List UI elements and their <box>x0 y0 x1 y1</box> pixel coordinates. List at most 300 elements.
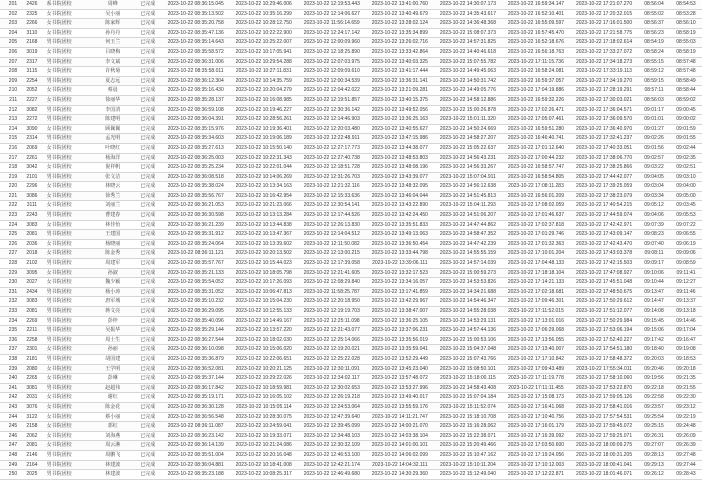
table-cell[interactable]: 2296 <box>19 182 45 192</box>
table-cell[interactable]: 09:18:53 <box>670 354 702 364</box>
table-cell[interactable]: 2023-10-22 08:36:08.518 <box>162 172 230 182</box>
table-cell[interactable]: 男书院团校 <box>45 383 92 393</box>
table-cell[interactable]: 08:59:12 <box>638 67 670 77</box>
table-cell[interactable]: 2023-10-22 10:15:44.023 <box>230 259 298 269</box>
table-cell[interactable]: 已完成 <box>134 316 162 326</box>
table-row[interactable] <box>0 230 702 240</box>
table-cell[interactable]: 245 <box>0 422 19 432</box>
table-cell[interactable]: 2023-10-22 17:33:19.113 <box>570 67 638 77</box>
table-cell[interactable]: 2023-10-22 17:59:05.126 <box>570 393 638 403</box>
table-cell[interactable]: 周云淋 <box>91 441 134 451</box>
table-cell[interactable]: 周鹏飞 <box>91 450 134 460</box>
table-cell[interactable]: 已完成 <box>134 393 162 403</box>
table-cell[interactable]: 2023-10-22 10:20:16.048 <box>230 450 298 460</box>
table-cell[interactable]: 09:17:04 <box>670 326 702 336</box>
table-cell[interactable]: 236 <box>0 335 19 345</box>
table-cell[interactable]: 222 <box>0 201 19 211</box>
table-cell[interactable]: 2023-10-22 08:36:31.006 <box>162 57 230 67</box>
table-cell[interactable]: 08:56:10 <box>670 19 702 29</box>
table-cell[interactable]: 2227 <box>19 95 45 105</box>
table-cell[interactable]: 211 <box>0 95 19 105</box>
table-cell[interactable]: 2023-10-22 17:18:02.614 <box>570 38 638 48</box>
table-cell[interactable]: 2254 <box>19 76 45 86</box>
table-cell[interactable]: 已完成 <box>134 115 162 125</box>
table-cell[interactable]: 2023-10-22 16:52:10.401 <box>502 9 570 19</box>
table-cell[interactable]: 蔡晨 <box>91 86 134 96</box>
table-cell[interactable]: 2023-10-22 17:05:07.461 <box>502 115 570 125</box>
table-cell[interactable]: 王建国 <box>91 230 134 240</box>
table-cell[interactable]: 2023-10-22 08:35:36.879 <box>162 354 230 364</box>
table-cell[interactable]: 08:58:44 <box>670 86 702 96</box>
table-cell[interactable]: 2023-10-22 17:16:41.068 <box>502 402 570 412</box>
table-cell[interactable]: 2023-10-22 13:40:49.679 <box>366 9 434 19</box>
table-cell[interactable]: 已完成 <box>134 201 162 211</box>
table-cell[interactable]: 2023-10-22 12:39:45.099 <box>298 422 366 432</box>
table-cell[interactable]: 2023-10-22 10:35:16.299 <box>230 9 298 19</box>
table-cell[interactable]: 2023-10-22 12:14:06.627 <box>298 9 366 19</box>
table-row[interactable] <box>0 259 702 269</box>
table-cell[interactable]: 09:20:18 <box>670 364 702 374</box>
table-cell[interactable]: 2023-10-22 10:27:11.831 <box>230 67 298 77</box>
table-cell[interactable]: 221 <box>0 191 19 201</box>
table-cell[interactable]: 09:02:35 <box>670 153 702 163</box>
table-cell[interactable]: 2023-10-22 17:08:11.283 <box>502 182 570 192</box>
table-cell[interactable]: 2023-10-22 13:42:29.967 <box>366 297 434 307</box>
table-cell[interactable]: 08:55:03 <box>670 38 702 48</box>
table-cell[interactable]: 231 <box>0 287 19 297</box>
table-cell[interactable]: 2023-10-22 17:15:08.173 <box>502 393 570 403</box>
table-cell[interactable]: 2023-10-22 10:14:06.269 <box>230 172 298 182</box>
table-cell[interactable]: 已完成 <box>134 105 162 115</box>
table-cell[interactable]: 2023-10-22 08:35:37.144 <box>162 374 230 384</box>
table-cell[interactable]: 2023-10-22 12:21:43.077 <box>298 326 366 336</box>
table-cell[interactable]: 2023-10-22 12:09:09.610 <box>298 67 366 77</box>
table-cell[interactable]: 2023-10-22 17:02:37.818 <box>502 220 570 230</box>
table-cell[interactable]: 女书院团校 <box>45 191 92 201</box>
table-cell[interactable]: 3095 <box>19 268 45 278</box>
table-cell[interactable]: 2269 <box>19 316 45 326</box>
table-cell[interactable]: 2434 <box>19 287 45 297</box>
table-cell[interactable]: 2023-10-22 12:19:51.857 <box>298 95 366 105</box>
table-cell[interactable]: 徐秀兰 <box>91 191 134 201</box>
table-cell[interactable]: 2023-10-22 10:13:44.838 <box>230 220 298 230</box>
table-row[interactable] <box>0 460 702 470</box>
table-cell[interactable]: 杨小涛 <box>91 287 134 297</box>
table-row[interactable] <box>0 153 702 163</box>
table-cell[interactable]: 2023-10-22 10:29:22.026 <box>230 374 298 384</box>
table-cell[interactable]: 2317 <box>19 57 45 67</box>
table-cell[interactable]: 201 <box>0 0 19 9</box>
table-cell[interactable]: 2023-10-22 17:13:01.016 <box>502 316 570 326</box>
table-cell[interactable]: 217 <box>0 153 19 163</box>
table-cell[interactable]: 2023-10-22 17:47:08.927 <box>570 268 638 278</box>
table-cell[interactable]: 已完成 <box>134 57 162 67</box>
table-cell[interactable]: 2023-10-22 13:49:52.056 <box>366 105 434 115</box>
table-cell[interactable]: 2023-10-22 12:22:48.911 <box>298 134 366 144</box>
table-cell[interactable]: 207 <box>0 57 19 67</box>
table-cell[interactable]: 2023-10-22 14:53:53.826 <box>434 278 502 288</box>
table-cell[interactable]: 顾佩佩 <box>91 124 134 134</box>
table-cell[interactable]: 2023-10-22 17:43:09.147 <box>570 230 638 240</box>
table-row[interactable] <box>0 364 702 374</box>
table-cell[interactable]: 林佳怡 <box>91 220 134 230</box>
table-row[interactable] <box>0 345 702 355</box>
table-cell[interactable]: 2023-10-22 13:39:06.111 <box>366 259 434 269</box>
table-row[interactable] <box>0 249 702 259</box>
table-cell[interactable]: 2023-10-22 12:20:18.950 <box>298 297 366 307</box>
table-cell[interactable]: 2023-10-22 17:13:40.007 <box>502 345 570 355</box>
table-cell[interactable]: 已完成 <box>134 345 162 355</box>
table-cell[interactable]: 2023-10-22 17:28:19.291 <box>570 86 638 96</box>
table-cell[interactable]: 2023-10-22 08:36:21.053 <box>162 201 230 211</box>
table-cell[interactable]: 2023-10-22 12:34:48.103 <box>298 431 366 441</box>
table-cell[interactable]: 2023-10-22 17:52:40.227 <box>570 335 638 345</box>
table-cell[interactable]: 夏志远 <box>91 76 134 86</box>
table-cell[interactable]: 2023-10-22 18:00:41.041 <box>570 460 638 470</box>
table-cell[interactable]: 已完成 <box>134 460 162 470</box>
table-cell[interactable]: 已完成 <box>134 76 162 86</box>
table-cell[interactable]: 2023-10-22 12:21:41.605 <box>298 268 366 278</box>
table-cell[interactable]: 女书院团校 <box>45 249 92 259</box>
table-cell[interactable]: 吴小丽 <box>91 9 134 19</box>
table-cell[interactable]: 2023-10-22 10:13:57.220 <box>230 326 298 336</box>
table-cell[interactable]: 219 <box>0 172 19 182</box>
table-cell[interactable]: 已完成 <box>134 95 162 105</box>
table-cell[interactable]: 2023-10-22 12:24:17.142 <box>298 28 366 38</box>
table-cell[interactable]: 09:02:51 <box>670 163 702 173</box>
table-cell[interactable]: 3115 <box>19 67 45 77</box>
table-cell[interactable]: 2023-10-22 10:21:24.086 <box>230 441 298 451</box>
table-cell[interactable]: 2023-10-22 17:38:23.079 <box>570 191 638 201</box>
table-cell[interactable]: 2023-10-22 08:35:54.052 <box>162 278 230 288</box>
table-cell[interactable]: 2023-10-22 12:30:02.653 <box>298 383 366 393</box>
table-cell[interactable]: 227 <box>0 249 19 259</box>
table-cell[interactable]: 已完成 <box>134 0 162 9</box>
table-row[interactable] <box>0 211 702 221</box>
table-cell[interactable]: 09:01:55 <box>670 134 702 144</box>
table-cell[interactable]: 2023-10-22 13:55:59.176 <box>366 402 434 412</box>
table-row[interactable] <box>0 172 702 182</box>
table-cell[interactable]: 2146 <box>19 450 45 460</box>
table-cell[interactable]: 248 <box>0 450 19 460</box>
table-cell[interactable]: 08:57:11 <box>638 86 670 96</box>
table-cell[interactable]: 2023-10-22 13:35:51.833 <box>366 220 434 230</box>
table-cell[interactable]: 已完成 <box>134 163 162 173</box>
table-cell[interactable]: 刘丽兰 <box>91 201 134 211</box>
table-cell[interactable]: 张文洁 <box>91 172 134 182</box>
table-cell[interactable]: 09:23:57 <box>638 402 670 412</box>
table-cell[interactable]: 2023-10-22 08:36:12.304 <box>162 76 230 86</box>
table-cell[interactable]: 2023-10-22 08:35:47.136 <box>162 28 230 38</box>
table-cell[interactable]: 2023-10-22 13:40:03.325 <box>366 57 434 67</box>
table-cell[interactable]: 2023-10-22 10:16:42.954 <box>230 191 298 201</box>
table-cell[interactable]: 2023-10-22 17:50:29.612 <box>570 297 638 307</box>
table-cell[interactable]: 2023-10-22 16:52:18.676 <box>502 38 570 48</box>
table-cell[interactable]: 2023-10-22 13:42:24.450 <box>366 211 434 221</box>
table-cell[interactable]: 2023-10-22 17:21:07.270 <box>570 0 638 9</box>
table-cell[interactable]: 2023-10-22 17:40:33.051 <box>570 143 638 153</box>
table-cell[interactable]: 2023-10-22 10:08:25.317 <box>230 470 298 480</box>
table-cell[interactable]: 09:23:12 <box>670 402 702 412</box>
table-cell[interactable]: 2023-10-22 08:36:30.598 <box>162 211 230 221</box>
table-cell[interactable]: 吕晓梅 <box>91 47 134 57</box>
table-cell[interactable]: 09:13:37 <box>670 297 702 307</box>
table-cell[interactable]: 已完成 <box>134 86 162 96</box>
table-cell[interactable]: 2081 <box>19 230 45 240</box>
table-cell[interactable]: 2023-10-22 12:27:17.773 <box>298 143 366 153</box>
table-cell[interactable]: 2023-10-22 17:40:54.215 <box>570 201 638 211</box>
table-cell[interactable]: 2023-10-22 17:01:32.363 <box>502 239 570 249</box>
table-cell[interactable]: 已完成 <box>134 230 162 240</box>
table-cell[interactable]: 已完成 <box>134 335 162 345</box>
table-cell[interactable]: 男书院团校 <box>45 354 92 364</box>
table-cell[interactable]: 2023-10-22 15:00:53.106 <box>434 335 502 345</box>
table-cell[interactable]: 247 <box>0 441 19 451</box>
table-cell[interactable]: 2023-10-22 08:36:11.087 <box>162 422 230 432</box>
table-cell[interactable]: 2023-10-22 10:18:59.981 <box>230 383 298 393</box>
table-cell[interactable]: 2023-10-22 12:26:13.830 <box>298 220 366 230</box>
table-cell[interactable]: 2023-10-22 13:41:00.760 <box>366 0 434 9</box>
table-row[interactable] <box>0 412 702 422</box>
table-cell[interactable]: 王学明 <box>91 364 134 374</box>
table-cell[interactable]: 09:26:39 <box>670 441 702 451</box>
table-cell[interactable]: 已完成 <box>134 287 162 297</box>
table-cell[interactable]: 男书院团校 <box>45 335 92 345</box>
table-cell[interactable]: 2023-10-22 08:36:17.842 <box>162 383 230 393</box>
table-cell[interactable]: 2426 <box>19 0 45 9</box>
table-cell[interactable]: 已完成 <box>134 354 162 364</box>
table-row[interactable] <box>0 383 702 393</box>
table-cell[interactable]: 2023-10-22 15:00:26.878 <box>434 105 502 115</box>
table-cell[interactable]: 2211 <box>19 326 45 336</box>
table-cell[interactable]: 08:56:03 <box>638 95 670 105</box>
table-cell[interactable]: 女书院团校 <box>45 182 92 192</box>
table-cell[interactable]: 2023-10-22 17:48:50.675 <box>570 287 638 297</box>
table-cell[interactable]: 2023-10-22 12:21:32.116 <box>298 182 366 192</box>
table-cell[interactable]: 2023-10-22 17:11:19.778 <box>502 374 570 384</box>
table-cell[interactable]: 2023-10-22 17:50:29.984 <box>570 316 638 326</box>
table-cell[interactable]: 男书院团校 <box>45 230 92 240</box>
table-cell[interactable]: 2023-10-22 14:58:12.886 <box>434 95 502 105</box>
table-cell[interactable]: 3122 <box>19 412 45 422</box>
table-cell[interactable]: 男书院团校 <box>45 211 92 221</box>
table-cell[interactable]: 2023-10-22 10:22:06.651 <box>230 354 298 364</box>
table-cell[interactable]: 09:01:56 <box>638 143 670 153</box>
table-cell[interactable]: 2023-10-22 16:57:45.470 <box>502 28 570 38</box>
table-cell[interactable]: 09:01:59 <box>670 124 702 134</box>
table-cell[interactable]: 何玉兰 <box>91 38 134 48</box>
table-cell[interactable]: 2023-10-22 17:08:02.059 <box>502 201 570 211</box>
table-cell[interactable]: 已完成 <box>134 412 162 422</box>
table-cell[interactable]: 已完成 <box>134 259 162 269</box>
table-cell[interactable]: 2023-10-22 08:35:16.430 <box>162 86 230 96</box>
table-cell[interactable]: 杨海洋 <box>91 153 134 163</box>
table-cell[interactable]: 2081 <box>19 307 45 317</box>
table-cell[interactable]: 240 <box>0 374 19 384</box>
table-cell[interactable]: 2023-10-22 08:35:31.052 <box>162 287 230 297</box>
table-cell[interactable]: 2023-10-22 13:53:27.996 <box>366 383 434 393</box>
table-cell[interactable]: 2023-10-22 18:00:09.275 <box>570 441 638 451</box>
table-cell[interactable]: 2168 <box>19 38 45 48</box>
table-cell[interactable]: 2023-10-22 17:14:21.133 <box>502 278 570 288</box>
table-cell[interactable]: 2023-10-22 14:51:06.207 <box>434 211 502 221</box>
table-row[interactable] <box>0 19 702 29</box>
table-cell[interactable]: 2023-10-22 08:35:58.011 <box>162 67 230 77</box>
table-row[interactable] <box>0 143 702 153</box>
table-cell[interactable]: 2023-10-22 15:10:47.162 <box>434 450 502 460</box>
table-cell[interactable]: 2023-10-22 10:29:46.006 <box>230 0 298 9</box>
table-cell[interactable]: 09:10:06 <box>638 268 670 278</box>
table-cell[interactable]: 2023-10-22 12:27:40.738 <box>298 153 366 163</box>
table-cell[interactable]: 09:18:40 <box>638 345 670 355</box>
table-cell[interactable]: 213 <box>0 115 19 125</box>
table-cell[interactable]: 2023-10-22 14:58:43.408 <box>434 383 502 393</box>
table-cell[interactable]: 09:14:08 <box>638 307 670 317</box>
table-row[interactable] <box>0 374 702 384</box>
table-cell[interactable]: 蔡小丽 <box>91 412 134 422</box>
table-cell[interactable]: 2023-10-22 12:42:21.174 <box>298 460 366 470</box>
table-cell[interactable]: 208 <box>0 67 19 77</box>
table-cell[interactable]: 2023-10-22 17:58:41.016 <box>570 402 638 412</box>
table-cell[interactable]: 2023-10-22 13:48:32.095 <box>366 182 434 192</box>
table-cell[interactable]: 09:15:45 <box>638 316 670 326</box>
table-cell[interactable]: 3042 <box>19 163 45 173</box>
table-row[interactable] <box>0 441 702 451</box>
table-cell[interactable]: 2023-10-22 10:18:05.798 <box>230 268 298 278</box>
table-cell[interactable]: 2023-10-22 08:36:56.548 <box>162 412 230 422</box>
table-cell[interactable]: 2023-10-22 12:46:53.100 <box>298 450 366 460</box>
table-cell[interactable]: 李国清 <box>91 105 134 115</box>
table-cell[interactable]: 2023-10-22 08:35:34.603 <box>162 134 230 144</box>
table-cell[interactable]: 2023-10-22 15:04:37.048 <box>434 345 502 355</box>
table-cell[interactable]: 09:22:30 <box>670 393 702 403</box>
table-cell[interactable]: 2023-10-22 12:25:22.028 <box>298 354 366 364</box>
table-cell[interactable]: 09:26:31 <box>638 431 670 441</box>
table-cell[interactable]: 2023-10-22 17:42:15.503 <box>570 259 638 269</box>
table-cell[interactable]: 曹建春 <box>91 211 134 221</box>
table-cell[interactable]: 2023-10-22 14:56:43.231 <box>434 153 502 163</box>
table-cell[interactable]: 2023-10-22 08:35:27.613 <box>162 143 230 153</box>
table-cell[interactable]: 08:56:37 <box>638 19 670 29</box>
table-cell[interactable]: 2023-10-22 12:00:09.960 <box>298 38 366 48</box>
table-cell[interactable]: 09:04:06 <box>638 211 670 221</box>
table-cell[interactable]: 2023-10-22 13:49:13.063 <box>366 230 434 240</box>
table-cell[interactable]: 2023-10-22 14:30:07.173 <box>434 0 502 9</box>
table-cell[interactable]: 2023-10-22 08:36:15.045 <box>162 0 230 9</box>
table-cell[interactable]: 2023-10-22 17:16:01.500 <box>570 19 638 29</box>
table-cell[interactable]: 2023-10-22 10:22:31.343 <box>230 153 298 163</box>
table-cell[interactable]: 孙丹丹 <box>91 28 134 38</box>
table-row[interactable] <box>0 307 702 317</box>
table-cell[interactable]: 2023-10-22 13:37:06.231 <box>366 326 434 336</box>
table-cell[interactable]: 2023-10-22 17:44:42.077 <box>570 172 638 182</box>
table-cell[interactable]: 2023-10-22 08:35:20.758 <box>162 19 230 29</box>
table-cell[interactable]: 2023-10-22 10:18:41.008 <box>230 460 298 470</box>
table-cell[interactable]: 女书院团校 <box>45 278 92 288</box>
table-cell[interactable]: 09:12:27 <box>670 278 702 288</box>
table-cell[interactable]: 男书院团校 <box>45 38 92 48</box>
table-cell[interactable]: 已完成 <box>134 364 162 374</box>
table-row[interactable] <box>0 402 702 412</box>
table-cell[interactable]: 2023-10-22 13:35:34.899 <box>366 28 434 38</box>
table-cell[interactable]: 2023-10-22 10:14:49.167 <box>230 316 298 326</box>
table-cell[interactable]: 242 <box>0 393 19 403</box>
table-cell[interactable]: 2023-10-22 13:21:09.281 <box>366 86 434 96</box>
table-cell[interactable]: 2023-10-22 15:08:07.373 <box>434 28 502 38</box>
table-cell[interactable]: 2023-10-22 17:13:56.055 <box>502 335 570 345</box>
table-cell[interactable]: 2018 <box>19 249 45 259</box>
table-cell[interactable]: 2301 <box>19 345 45 355</box>
table-cell[interactable]: 09:13:18 <box>670 307 702 317</box>
table-cell[interactable]: 2023-10-22 10:18:02.030 <box>230 335 298 345</box>
table-cell[interactable]: 2023-10-22 16:58:54.805 <box>502 172 570 182</box>
table-cell[interactable]: 2023-10-22 13:34:16.057 <box>366 278 434 288</box>
table-cell[interactable]: 226 <box>0 239 19 249</box>
table-cell[interactable]: 赵超伟 <box>91 383 134 393</box>
table-cell[interactable]: 已完成 <box>134 134 162 144</box>
table-cell[interactable]: 2158 <box>19 422 45 432</box>
table-cell[interactable]: 女书院团校 <box>45 220 92 230</box>
table-cell[interactable]: 2023-10-22 10:13:34.163 <box>230 182 298 192</box>
table-cell[interactable]: 246 <box>0 431 19 441</box>
table-cell[interactable]: 已完成 <box>134 38 162 48</box>
table-cell[interactable]: 2023-10-22 17:32:41.237 <box>570 134 638 144</box>
table-cell[interactable]: 2023-10-22 10:15:50.140 <box>230 143 298 153</box>
table-cell[interactable]: 09:16:47 <box>670 335 702 345</box>
table-cell[interactable]: 2023-10-22 08:36:04.391 <box>162 115 230 125</box>
table-cell[interactable]: 2023-10-22 08:36:11.121 <box>162 249 230 259</box>
table-cell[interactable]: 09:03:34 <box>638 191 670 201</box>
table-cell[interactable]: 2023-10-22 12:15:33.636 <box>298 191 366 201</box>
table-cell[interactable]: 2164 <box>19 460 45 470</box>
table-cell[interactable]: 2023-10-22 17:36:40.970 <box>570 124 638 134</box>
table-cell[interactable]: 2023-10-22 10:13:47.367 <box>230 230 298 240</box>
table-cell[interactable]: 2023-10-22 13:36:31.141 <box>366 76 434 86</box>
table-cell[interactable]: 唐军城 <box>91 297 134 307</box>
table-cell[interactable]: 2023-10-22 14:01:00.101 <box>366 441 434 451</box>
table-cell[interactable]: 09:03:04 <box>638 182 670 192</box>
table-cell[interactable]: 女书院团校 <box>45 239 92 249</box>
table-cell[interactable]: 09:04:00 <box>670 182 702 192</box>
table-cell[interactable]: 09:09:17 <box>638 259 670 269</box>
table-cell[interactable]: 2023-10-22 12:00:34.539 <box>298 76 366 86</box>
table-cell[interactable]: 已完成 <box>134 153 162 163</box>
table-cell[interactable]: 2023-10-22 15:00:59.273 <box>434 268 502 278</box>
table-row[interactable] <box>0 268 702 278</box>
table-cell[interactable]: 2023-10-22 08:35:28.137 <box>162 95 230 105</box>
table-cell[interactable]: 2023-10-22 17:51:12.077 <box>570 307 638 317</box>
table-cell[interactable]: 244 <box>0 412 19 422</box>
table-cell[interactable]: 孟光明 <box>91 134 134 144</box>
table-cell[interactable]: 陈家辉 <box>91 19 134 29</box>
table-cell[interactable]: 2023-10-22 10:19:06.189 <box>230 134 298 144</box>
table-cell[interactable]: 2036 <box>19 239 45 249</box>
table-cell[interactable]: 2023-10-22 17:59:25.071 <box>570 431 638 441</box>
table-cell[interactable]: 2023-10-22 17:55:34.011 <box>570 364 638 374</box>
table-cell[interactable]: 2023-10-22 16:58:57.747 <box>502 163 570 173</box>
table-cell[interactable]: 2023-10-22 17:42:43.470 <box>570 239 638 249</box>
table-cell[interactable]: 2023-10-22 10:28:30.075 <box>230 412 298 422</box>
table-cell[interactable]: 2023-10-22 13:48:08.196 <box>366 163 434 173</box>
table-cell[interactable]: 女书院团校 <box>45 402 92 412</box>
table-cell[interactable]: 09:11:41 <box>670 268 702 278</box>
table-cell[interactable]: 陈金秀 <box>91 249 134 259</box>
table-cell[interactable]: 243 <box>0 402 19 412</box>
table-cell[interactable]: 2031 <box>19 393 45 403</box>
table-cell[interactable]: 09:17:42 <box>638 335 670 345</box>
table-cell[interactable]: 09:08:59 <box>670 259 702 269</box>
table-cell[interactable]: 2023-10-22 08:36:04.881 <box>162 460 230 470</box>
